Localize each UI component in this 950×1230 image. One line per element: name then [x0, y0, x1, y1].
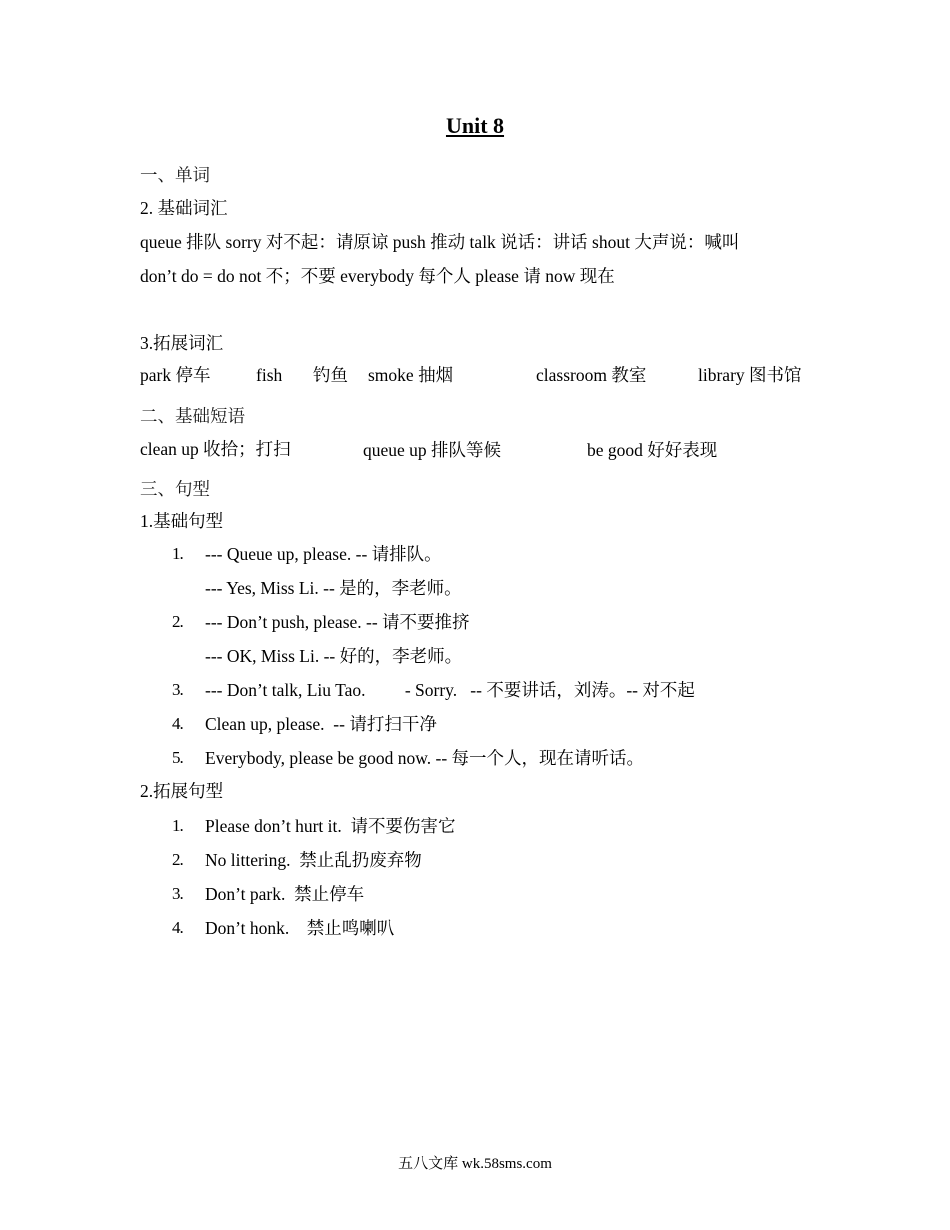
extended-sentences-heading: 2.拓展句型	[140, 781, 224, 801]
section-sentences-heading: 三、句型	[140, 479, 210, 499]
list-item: Everybody, please be good now. -- 每一个人，现在请听话。	[205, 748, 645, 768]
extended-vocabulary-heading: 3.拓展词汇	[140, 333, 224, 353]
list-item: --- Don’t talk, Liu Tao. - Sorry. -- 不要讲话，刘涛。-- 对不起	[205, 680, 695, 700]
list-item: --- OK, Miss Li. -- 好的，李老师。	[205, 646, 463, 666]
list-item: Please don’t hurt it. 请不要伤害它	[205, 816, 456, 836]
ext-word: fish	[256, 365, 283, 385]
list-item: No littering. 禁止乱扔废弃物	[205, 850, 422, 870]
basic-sentences-heading: 1.基础句型	[140, 511, 224, 531]
list-item: --- Don’t push, please. -- 请不要推挤	[205, 612, 470, 632]
list-number: 3.	[172, 680, 183, 699]
list-number: 4.	[172, 918, 183, 937]
ext-word: park 停车	[140, 365, 211, 385]
list-item: Clean up, please. -- 请打扫干净	[205, 714, 437, 734]
section-phrases-heading: 二、基础短语	[140, 406, 245, 426]
list-item: --- Queue up, please. -- 请排队。	[205, 544, 442, 564]
list-number: 2.	[172, 612, 183, 631]
ext-word: smoke 抽烟	[368, 365, 454, 385]
list-number: 5.	[172, 748, 183, 767]
phrase: queue up 排队等候	[363, 440, 502, 460]
list-number: 1.	[172, 816, 183, 835]
list-number: 3.	[172, 884, 183, 903]
list-number: 4.	[172, 714, 183, 733]
list-number: 1.	[172, 544, 183, 563]
list-item: Don’t honk. 禁止鸣喇叭	[205, 918, 395, 938]
basic-vocabulary-line-1: queue 排队 sorry 对不起：请原谅 push 推动 talk 说话：讲话 shout 大声说：喊叫	[140, 232, 740, 252]
phrase: clean up 收拾；打扫	[140, 439, 291, 459]
list-number: 2.	[172, 850, 183, 869]
list-item: Don’t park. 禁止停车	[205, 884, 365, 904]
footer-watermark: 五八文库 wk.58sms.com	[398, 1156, 552, 1172]
basic-vocabulary-heading: 2. 基础词汇	[140, 198, 228, 218]
page-title: Unit 8	[445, 113, 505, 138]
section-vocabulary-heading: 一、单词	[140, 165, 210, 185]
phrase: be good 好好表现	[587, 440, 718, 460]
ext-word: classroom 教室	[536, 365, 647, 385]
ext-word: 钓鱼	[313, 365, 348, 385]
basic-vocabulary-line-2: don’t do = do not 不；不要 everybody 每个人 please 请 now 现在	[140, 266, 615, 286]
list-item: --- Yes, Miss Li. -- 是的，李老师。	[205, 578, 462, 598]
ext-word: library 图书馆	[698, 365, 802, 385]
